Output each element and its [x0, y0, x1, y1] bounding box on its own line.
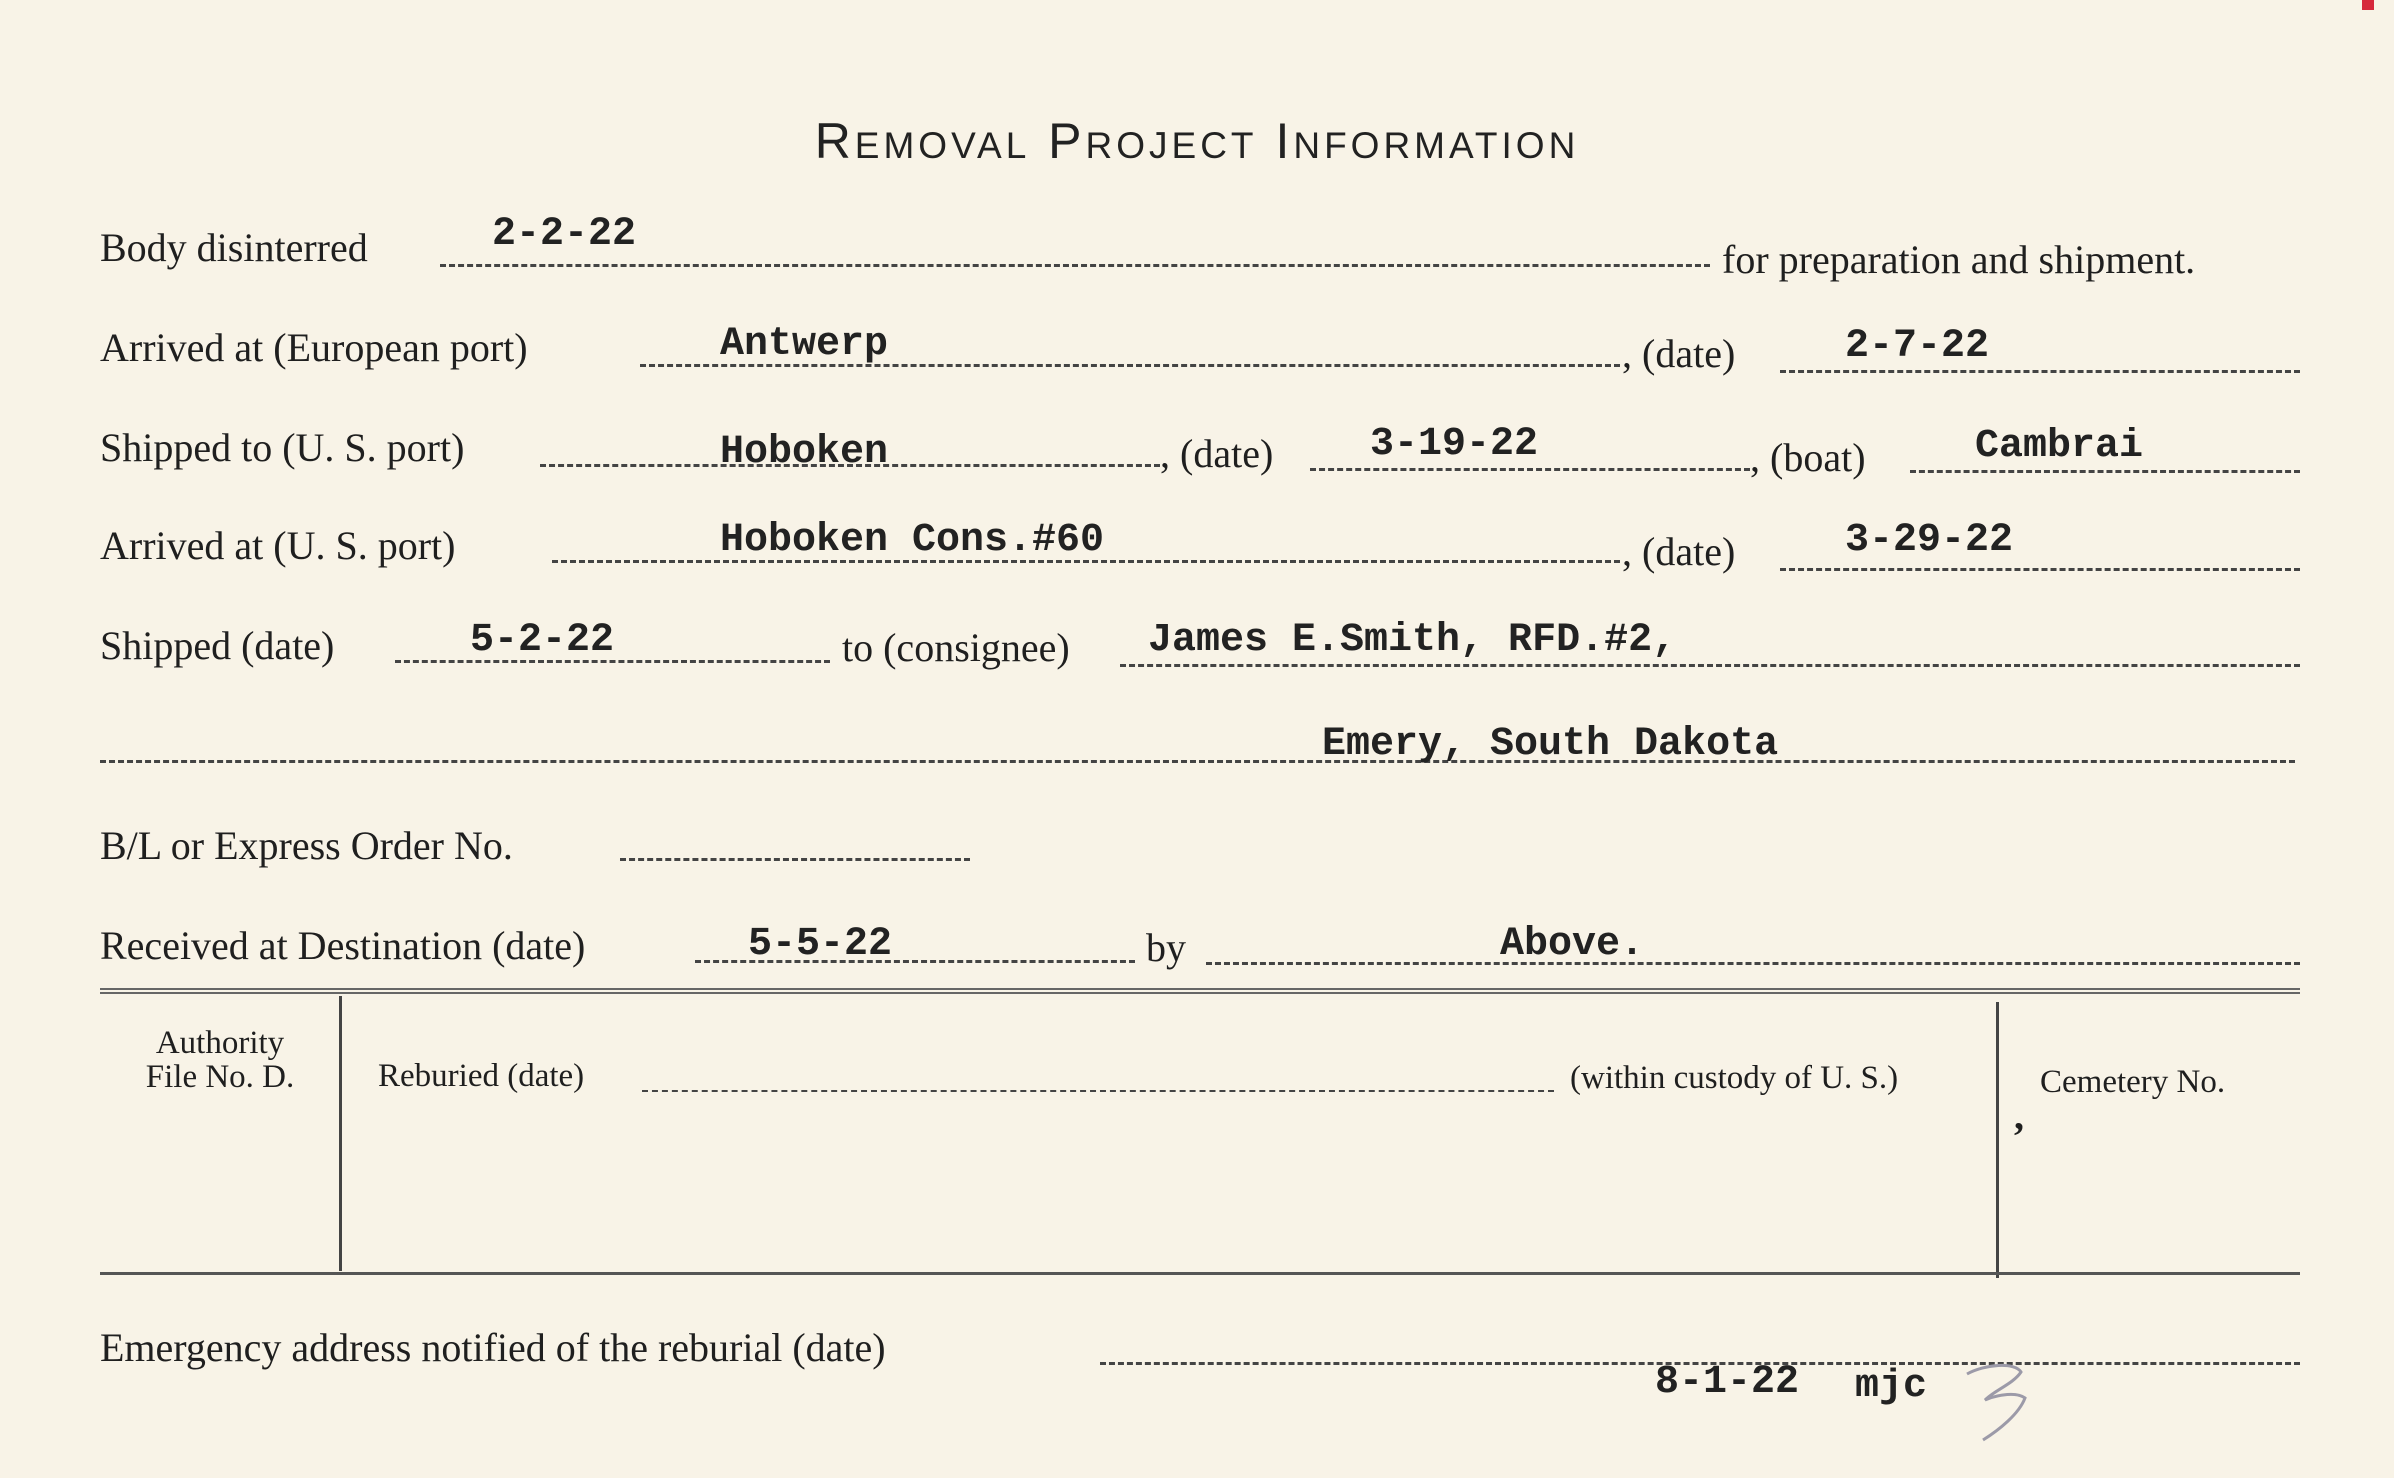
bl-label: B/L or Express Order No.: [100, 823, 513, 868]
emergency-date: 8-1-22: [1655, 1360, 1800, 1405]
table-bottom-rule: [100, 1272, 2300, 1275]
reburied-line: [642, 1090, 1554, 1092]
shipped-us-label: Shipped to (U. S. port): [100, 425, 465, 470]
shipped-date: 5-2-22: [470, 618, 615, 663]
authority-line1: Authority: [155, 1025, 285, 1061]
authority-cell: [100, 1026, 340, 1094]
reburied-label: Reburied (date): [378, 1058, 585, 1094]
arrived-europe-date-line: [1780, 370, 2300, 373]
shipped-us-boat-line: [1910, 470, 2300, 473]
shipped-us-boat: Cambrai: [1975, 424, 2144, 469]
table-top-rule: [100, 988, 2300, 994]
arrived-us-date-line: [1780, 568, 2300, 571]
arrived-us-port: Hoboken Cons.#60: [720, 518, 1105, 563]
authority-line2: File No. D.: [145, 1059, 295, 1095]
title-word-project: ROJECT: [1085, 125, 1258, 166]
received-label: Received at Destination (date): [100, 923, 586, 968]
handwritten-mark-icon: [1955, 1356, 2045, 1446]
consignee-label: to (consignee): [842, 625, 1070, 670]
shipped-us-boat-label: , (boat): [1750, 435, 1866, 480]
title-word-removal: EMOVAL: [854, 125, 1031, 166]
arrived-europe-label: Arrived at (European port): [100, 325, 528, 370]
arrived-us-date-label: , (date): [1622, 529, 1736, 574]
received-by-label: by: [1146, 925, 1186, 970]
body-disinterred-value: 2-2-22: [492, 212, 637, 257]
consignee-line1: James E.Smith, RFD.#2,: [1148, 618, 1677, 663]
shipped-label: Shipped (date): [100, 623, 335, 668]
table-divider-right: [1996, 1002, 1999, 1278]
bl-line: [620, 858, 970, 861]
arrived-europe-date-label: , (date): [1622, 331, 1736, 376]
cemetery-comma: ,: [2014, 1093, 2024, 1138]
consignee-line2: Emery, South Dakota: [1322, 722, 1779, 767]
emergency-initials: mjc: [1855, 1364, 1928, 1409]
consignee-line: [1120, 664, 2300, 667]
arrived-us-label: Arrived at (U. S. port): [100, 523, 456, 568]
body-disinterred-label: Body disinterred: [100, 225, 368, 270]
title-initial-p: P: [1048, 113, 1086, 169]
received-by-line: [1206, 962, 2300, 965]
arrived-us-date: 3-29-22: [1845, 518, 2014, 563]
arrived-europe-port: Antwerp: [720, 322, 889, 367]
body-disinterred-suffix: for preparation and shipment.: [1722, 237, 2196, 282]
emergency-label: Emergency address notified of the reburial (date): [100, 1325, 886, 1370]
body-disinterred-line: [440, 264, 1710, 267]
shipped-us-port: Hoboken: [720, 430, 889, 475]
received-date: 5-5-22: [748, 922, 893, 967]
title-initial-r: R: [814, 113, 855, 169]
red-corner-mark: [2362, 0, 2374, 10]
title-initial-i: I: [1275, 113, 1294, 169]
arrived-europe-date: 2-7-22: [1845, 324, 1990, 369]
title-word-information: NFORMATION: [1293, 125, 1580, 166]
cemetery-label: Cemetery No.: [2040, 1064, 2226, 1100]
consignee-line-2: [100, 760, 2295, 763]
card-title: [0, 112, 2394, 170]
custody-label: (within custody of U. S.): [1570, 1060, 1899, 1096]
shipped-us-date: 3-19-22: [1370, 422, 1539, 467]
received-by: Above.: [1500, 922, 1645, 967]
shipped-us-date-line: [1310, 468, 1750, 471]
shipped-us-date-label: , (date): [1160, 431, 1274, 476]
